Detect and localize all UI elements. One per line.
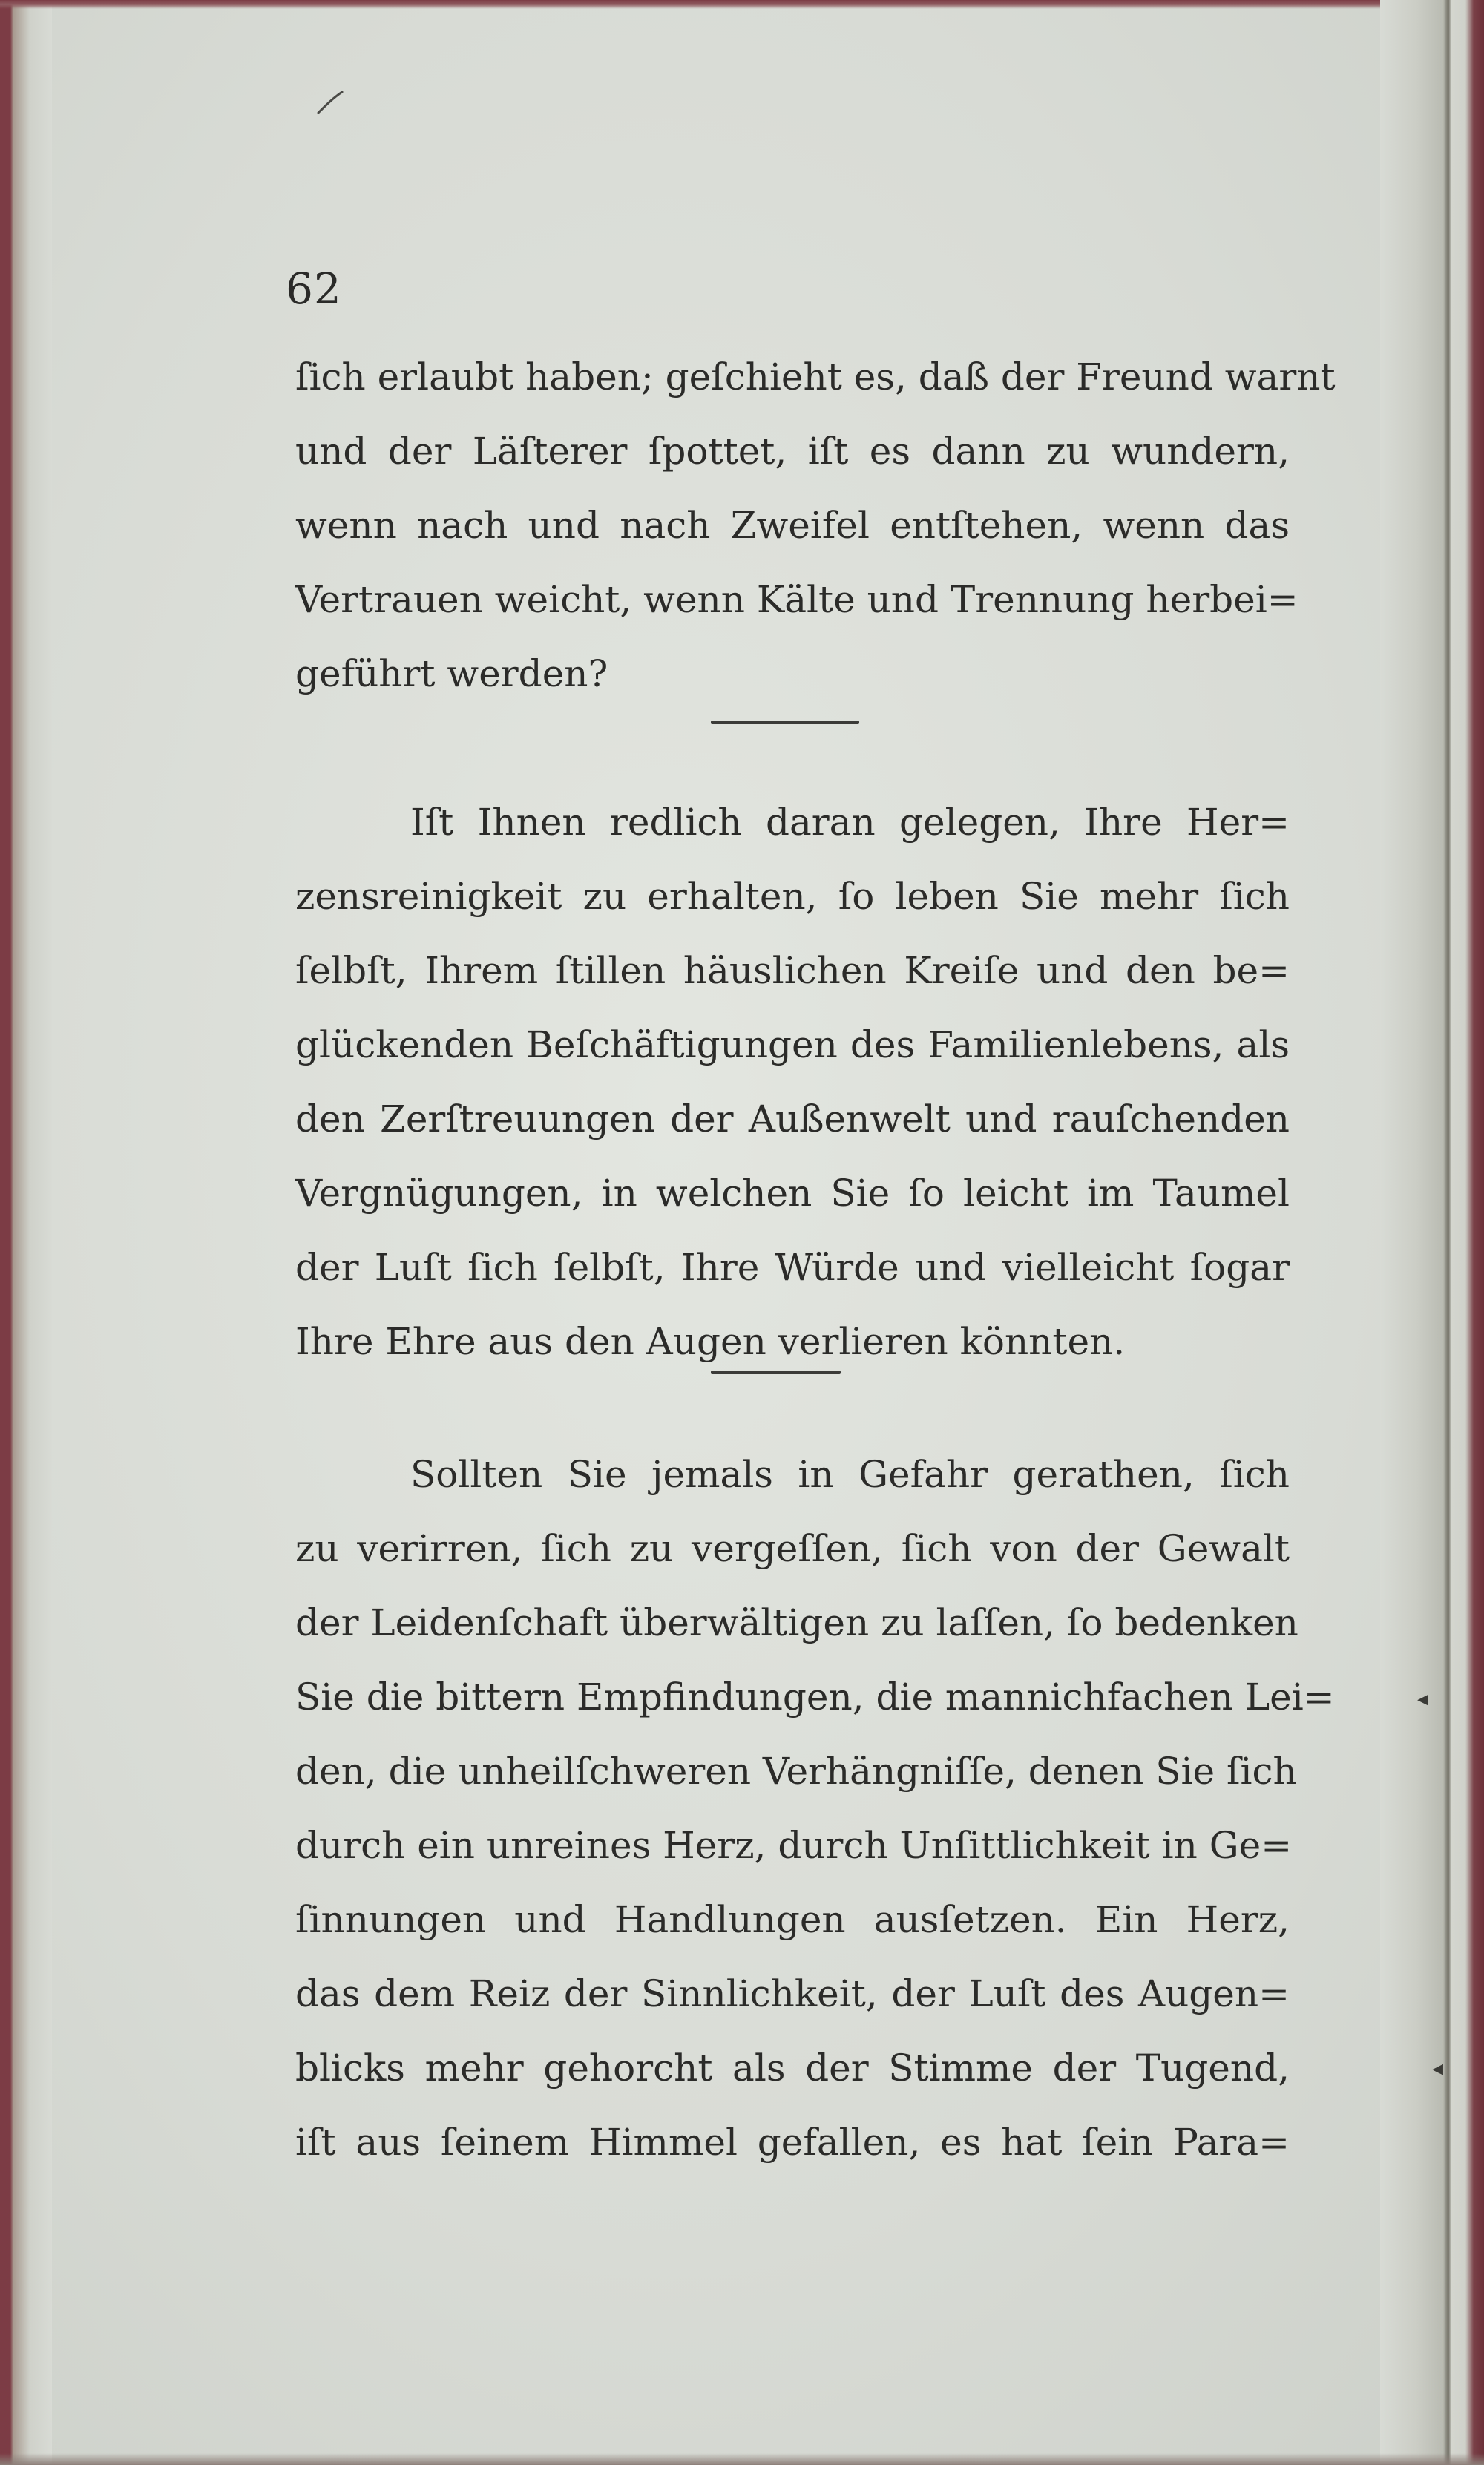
text-line: ſelbſt, Ihrem ſtillen häuslichen Kreiſe und den be= xyxy=(295,949,1290,992)
text-line: Sie die bittern Empfindungen, die mannichfachen Lei= xyxy=(295,1675,1335,1719)
paragraph-2 xyxy=(295,785,1290,1379)
text-line: das dem Reiz der Sinnlichkeit, der Luſt des Augen= xyxy=(295,1972,1290,2015)
page-top-edge xyxy=(0,0,1484,9)
edge-notch-icon: ◂ xyxy=(1417,1686,1429,1712)
text-line: geführt werden? xyxy=(295,652,608,695)
edge-notch-icon: ◂ xyxy=(1432,2055,1444,2081)
text-line: der Leidenſchaft überwältigen zu laſſen, ſo bedenken xyxy=(295,1601,1298,1644)
page-bottom-edge xyxy=(0,2453,1484,2465)
page-number: 62 xyxy=(286,263,342,314)
text-line: Ihre Ehre aus den Augen verlieren könnten. xyxy=(295,1320,1126,1363)
page-right-edge xyxy=(1380,0,1484,2465)
text-line: zensreinigkeit zu erhalten, ſo leben Sie mehr ſich xyxy=(295,875,1290,918)
text-line: der Luſt ſich ſelbſt, Ihre Würde und vielleicht ſogar xyxy=(295,1246,1290,1289)
stray-pen-mark xyxy=(315,89,345,116)
text-line: Sollten Sie jemals in Gefahr gerathen, ſich xyxy=(410,1453,1290,1496)
text-line: zu verirren, ſich zu vergeſſen, ſich von der Gewalt xyxy=(295,1527,1290,1570)
text-line: wenn nach und nach Zweifel entſtehen, wenn das xyxy=(295,504,1290,547)
page-left-edge xyxy=(0,0,52,2465)
text-line: ſinnungen und Handlungen ausſetzen. Ein Herz, xyxy=(295,1898,1290,1941)
text-line: glückenden Beſchäftigungen des Familienlebens, als xyxy=(295,1023,1290,1066)
text-line: Vertrauen weicht, wenn Kälte und Trennung herbei= xyxy=(295,578,1298,621)
text-line: den Zerſtreuungen der Außenwelt und rauſchenden xyxy=(295,1097,1290,1140)
text-line: Vergnügungen, in welchen Sie ſo leicht im Taumel xyxy=(295,1172,1290,1215)
section-divider xyxy=(711,721,859,724)
paragraph-1 xyxy=(295,340,1336,711)
paragraph-3 xyxy=(295,1437,1335,2179)
section-divider xyxy=(711,1371,841,1374)
text-line: und der Läſterer ſpottet, iſt es dann zu wundern, xyxy=(295,430,1290,473)
text-line: durch ein unreines Herz, durch Unſittlichkeit in Ge= xyxy=(295,1824,1293,1867)
text-line: den, die unheilſchweren Verhängniſſe, denen Sie ſich xyxy=(295,1750,1297,1793)
text-line: blicks mehr gehorcht als der Stimme der Tugend, xyxy=(295,2046,1290,2090)
text-line: ſich erlaubt haben; geſchieht es, daß der Freund warnt xyxy=(295,355,1336,398)
text-line: Iſt Ihnen redlich daran gelegen, Ihre Her= xyxy=(410,801,1290,844)
text-line: iſt aus ſeinem Himmel gefallen, es hat ſein Para= xyxy=(295,2121,1290,2164)
